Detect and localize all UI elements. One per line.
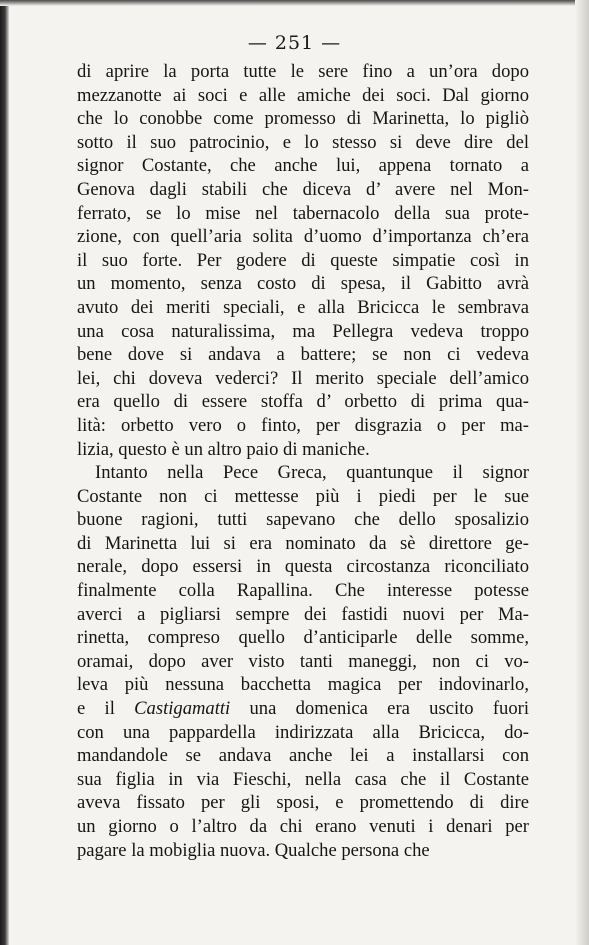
text-line: oramai, dopo aver visto tanti maneggi, non ci vo- bbox=[77, 650, 529, 672]
text-line: con una pappardella indirizzata alla Bricicca, do- bbox=[77, 721, 529, 743]
text-line: una cosa naturalissima, ma Pellegra vedeva troppo bbox=[77, 320, 529, 342]
text-line: Genova dagli stabili che diceva d’ avere nel Mon- bbox=[77, 178, 529, 200]
text-line: leva più nessuna bacchetta magica per indovinarlo, bbox=[77, 674, 529, 696]
text-line: ferrato, se lo mise nel tabernacolo della sua prote- bbox=[77, 202, 529, 224]
italic-name: Castigamatti bbox=[134, 698, 231, 720]
text-line: di aprire la porta tutte le sere fino a un’ora dopo bbox=[77, 61, 529, 82]
text-line: buone ragioni, tutti sapevano che dello sposalizio bbox=[77, 509, 529, 531]
text-line: Intanto nella Pece Greca, quantunque il signor bbox=[95, 462, 529, 484]
text-line: averci a pigliarsi sempre dei fastidi nuovi per Ma- bbox=[77, 603, 529, 625]
text-line: signor Costante, che anche lui, appena tornato a bbox=[77, 155, 529, 177]
page-number: — 251 — bbox=[247, 32, 342, 54]
text-line: lizia, questo è un altro paio di maniche. bbox=[77, 438, 370, 460]
text-line: mezzanotte ai soci e alle amiche dei soci. Dal giorno bbox=[77, 84, 529, 106]
text-line: rinetta, compreso quello d’anticiparle delle somme, bbox=[77, 627, 529, 649]
paragraph bbox=[77, 60, 529, 461]
text-line: il suo forte. Per godere di queste simpatie così in bbox=[77, 249, 529, 271]
page-binding-shadow bbox=[0, 0, 9, 945]
text-line: nerale, dopo essersi in questa circostanza riconciliato bbox=[77, 556, 529, 578]
paragraph bbox=[77, 461, 529, 862]
text-line: lei, chi doveva vederci? Il merito speciale dell’amico bbox=[77, 367, 529, 389]
text-line: era quello di essere stoffa d’ orbetto di prima qua- bbox=[77, 391, 529, 413]
text-line: bene dove si andava a battere; se non ci vedeva bbox=[77, 344, 529, 366]
text-line: di Marinetta lui si era nominato da sè direttore ge- bbox=[77, 532, 529, 554]
text-line: lità: orbetto vero o finto, per disgrazia o per ma- bbox=[77, 414, 529, 436]
body-text bbox=[77, 60, 529, 862]
text-line: sotto il suo patrocinio, e lo stesso si deve dire del bbox=[77, 131, 529, 153]
text-line: avuto dei meriti speciali, e alla Bricicca le sembrava bbox=[77, 296, 529, 318]
page-right-shadow bbox=[575, 0, 589, 945]
text-line: e il Castigamatti una domenica era uscito fuori bbox=[77, 698, 529, 720]
text-line: un momento, senza costo di spesa, il Gabitto avrà bbox=[77, 273, 529, 295]
text-line: Costante non ci mettesse più i piedi per le sue bbox=[77, 485, 529, 507]
text-line: un giorno o l’altro da chi erano venuti i denari per bbox=[77, 816, 529, 837]
text-line: pagare la mobiglia nuova. Qualche persona che bbox=[77, 839, 430, 861]
text-line: sua figlia in via Fieschi, nella casa che il Costante bbox=[77, 768, 529, 790]
text-line: aveva fissato per gli sposi, e promettendo di dire bbox=[77, 792, 529, 814]
page-top-shadow bbox=[0, 0, 589, 6]
text-line: finalmente colla Rapallina. Che interesse potesse bbox=[77, 580, 529, 602]
text-line: che lo conobbe come promesso di Marinetta, lo pigliò bbox=[77, 108, 529, 130]
text-line: mandandole se andava anche lei a installarsi con bbox=[77, 745, 529, 767]
text-line: zione, con quell’aria solita d’uomo d’importanza ch’era bbox=[77, 226, 529, 248]
